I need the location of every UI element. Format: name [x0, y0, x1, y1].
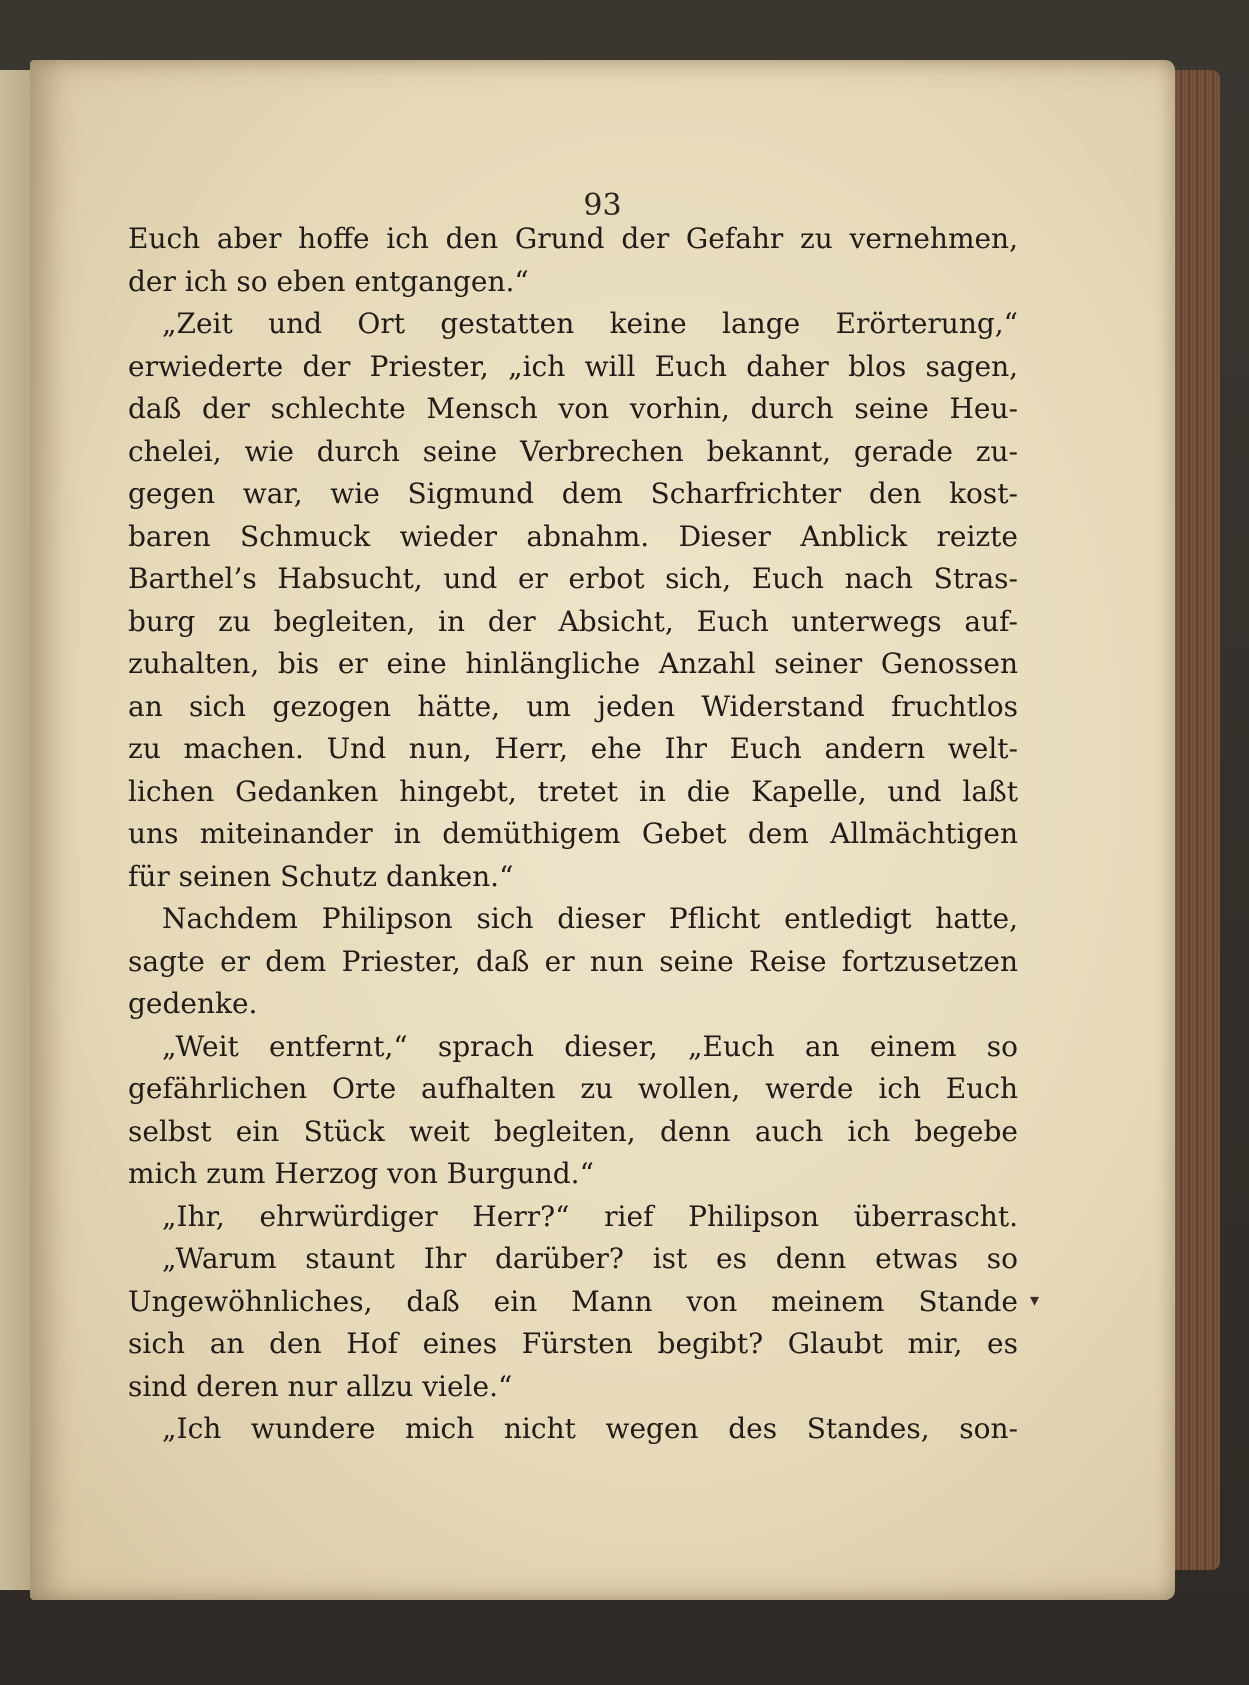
- text-line: gedenke.: [128, 987, 258, 1020]
- book-page: [30, 60, 1175, 1600]
- text-line: zu machen. Und nun, Herr, ehe Ihr Euch andern welt-: [128, 732, 1018, 765]
- text-line: baren Schmuck wieder abnahm. Dieser Anblick reizte: [128, 519, 1018, 553]
- text-line: zuhalten, bis er eine hinlängliche Anzahl seiner Genossen: [128, 647, 1018, 680]
- text-line: mich zum Herzog von Burgund.“: [128, 1157, 594, 1190]
- text-line: „Weit entfernt,“ sprach dieser, „Euch an einem so: [162, 1029, 1018, 1063]
- text-line: lichen Gedanken hingebt, tretet in die Kapelle, und laßt: [128, 774, 1018, 808]
- text-line: „Ihr, ehrwürdiger Herr?“ rief Philipson überrascht.: [162, 1199, 1018, 1233]
- text-line: gefährlichen Orte aufhalten zu wollen, werde ich Euch: [128, 1072, 1018, 1105]
- page-number: 93: [583, 188, 622, 223]
- text-line: „Warum staunt Ihr darüber? ist es denn etwas so: [162, 1242, 1018, 1275]
- text-line: gegen war, wie Sigmund dem Scharfrichter den kost-: [128, 477, 1018, 510]
- text-line: sich an den Hof eines Fürsten begibt? Glaubt mir, es: [128, 1327, 1018, 1360]
- text-line: erwiederte der Priester, „ich will Euch daher blos sagen,: [128, 349, 1018, 383]
- text-line: daß der schlechte Mensch von vorhin, durch seine Heu-: [128, 392, 1018, 425]
- margin-mark: ▾: [1030, 1290, 1040, 1311]
- text-line: an sich gezogen hätte, um jeden Widerstand fruchtlos: [128, 689, 1018, 723]
- text-line: chelei, wie durch seine Verbrechen bekannt, gerade zu-: [128, 434, 1018, 468]
- text-line: Barthel’s Habsucht, und er erbot sich, Euch nach Stras-: [128, 562, 1018, 595]
- text-line: selbst ein Stück weit begleiten, denn auch ich begebe: [128, 1114, 1018, 1148]
- text-line: Euch aber hoffe ich den Grund der Gefahr zu vernehmen,: [128, 222, 1018, 255]
- page-body-text: [128, 218, 1018, 1451]
- text-line: für seinen Schutz danken.“: [128, 859, 514, 893]
- text-line: uns miteinander in demüthigem Gebet dem Allmächtigen: [128, 817, 1018, 850]
- text-line: sagte er dem Priester, daß er nun seine Reise fortzusetzen: [128, 944, 1018, 978]
- text-line: Nachdem Philipson sich dieser Pflicht entledigt hatte,: [162, 902, 1018, 935]
- text-line: der ich so eben entgangen.“: [128, 264, 529, 298]
- text-line: sind deren nur allzu viele.“: [128, 1369, 513, 1403]
- text-line: „Zeit und Ort gestatten keine lange Erörterung,“: [162, 307, 1018, 340]
- text-line: Ungewöhnliches, daß ein Mann von meinem Stande: [128, 1284, 1018, 1318]
- text-line: burg zu begleiten, in der Absicht, Euch unterwegs auf-: [128, 604, 1018, 638]
- text-line: „Ich wundere mich nicht wegen des Standes, son-: [162, 1412, 1018, 1445]
